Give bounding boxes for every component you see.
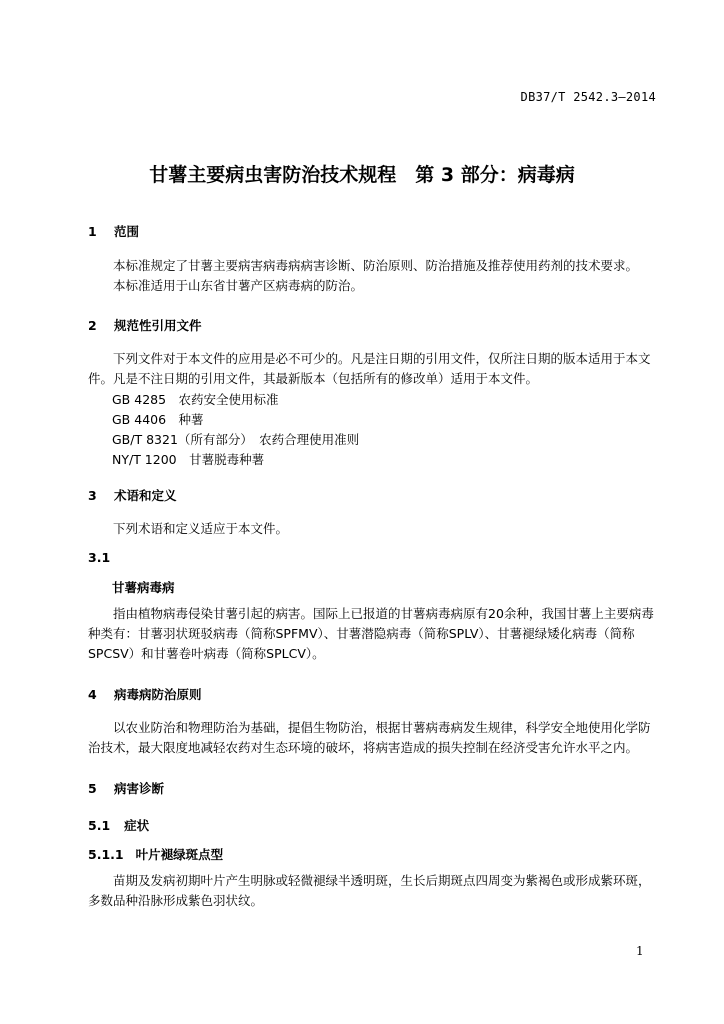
section-2-title: 规范性引用文件	[114, 318, 202, 333]
term-name: 甘薯病毒病	[112, 580, 175, 595]
section-1-number: 1	[88, 224, 97, 239]
section-1-title: 范围	[114, 224, 140, 239]
section-4-heading	[88, 685, 202, 703]
section-5-heading	[88, 779, 164, 797]
section-5-1-1-number: 5.1.1	[88, 847, 124, 862]
section-5-1-heading	[88, 816, 149, 834]
reference-item: GB 4406 种薯	[112, 412, 204, 427]
section-1-paragraph-1: 本标准规定了甘薯主要病害病毒病病害诊断、防治原则、防治措施及推荐使用药剂的技术要求。	[113, 258, 639, 273]
section-3-paragraph-1: 下列术语和定义适应于本文件。	[113, 521, 289, 536]
section-1-heading	[88, 222, 139, 240]
section-4-number: 4	[88, 687, 97, 702]
page-number: 1	[636, 944, 644, 958]
section-1-paragraph-2: 本标准适用于山东省甘薯产区病毒病的防治。	[113, 278, 364, 293]
term-definition: 指由植物病毒侵染甘薯引起的病害。国际上已报道的甘薯病毒病原有20余种，我国甘薯上主要病毒种类有：甘薯羽状斑驳病毒（简称SPFMV）、甘薯潜隐病毒（简称SPLV）、甘薯褪绿矮化病毒（简称SPCSV）和甘薯卷叶病毒（简称SPLCV）。	[88, 606, 654, 661]
section-5-1-1-heading	[88, 845, 223, 863]
section-2-number: 2	[88, 318, 97, 333]
section-2-paragraph-1: 下列文件对于本文件的应用是必不可少的。凡是注日期的引用文件，仅所注日期的版本适用于本文件。凡是不注日期的引用文件，其最新版本（包括所有的修改单）适用于本文件。	[88, 351, 651, 386]
section-5-1-1-paragraph-1: 苗期及发病初期叶片产生明脉或轻微褪绿半透明斑，生长后期斑点四周变为紫褐色或形成紫环斑，多数品种沿脉形成紫色羽状纹。	[88, 873, 651, 908]
section-4-paragraph-1: 以农业防治和物理防治为基础，提倡生物防治，根据甘薯病毒病发生规律，科学安全地使用化学防治技术，最大限度地减轻农药对生态环境的破坏，将病害造成的损失控制在经济受害允许水平之内。	[88, 720, 651, 755]
section-2-heading	[88, 316, 202, 334]
section-5-title: 病害诊断	[114, 781, 165, 796]
reference-item: GB 4285 农药安全使用标准	[112, 392, 279, 407]
reference-item: GB/T 8321（所有部分） 农药合理使用准则	[112, 432, 360, 447]
section-3-heading	[88, 486, 177, 504]
section-4-title: 病毒病防治原则	[114, 687, 202, 702]
section-5-1-title: 症状	[124, 818, 150, 833]
section-5-1-number: 5.1	[88, 818, 111, 833]
section-3-1-number: 3.1	[88, 550, 111, 565]
section-5-number: 5	[88, 781, 97, 796]
document-title: 甘薯主要病虫害防治技术规程 第 3 部分：病毒病	[149, 164, 575, 186]
document-code: DB37/T 2542.3—2014	[520, 90, 656, 104]
section-5-1-1-title: 叶片褪绿斑点型	[135, 847, 224, 862]
section-3-number: 3	[88, 488, 97, 503]
reference-item: NY/T 1200 甘薯脱毒种薯	[112, 452, 265, 467]
section-3-title: 术语和定义	[114, 488, 177, 503]
